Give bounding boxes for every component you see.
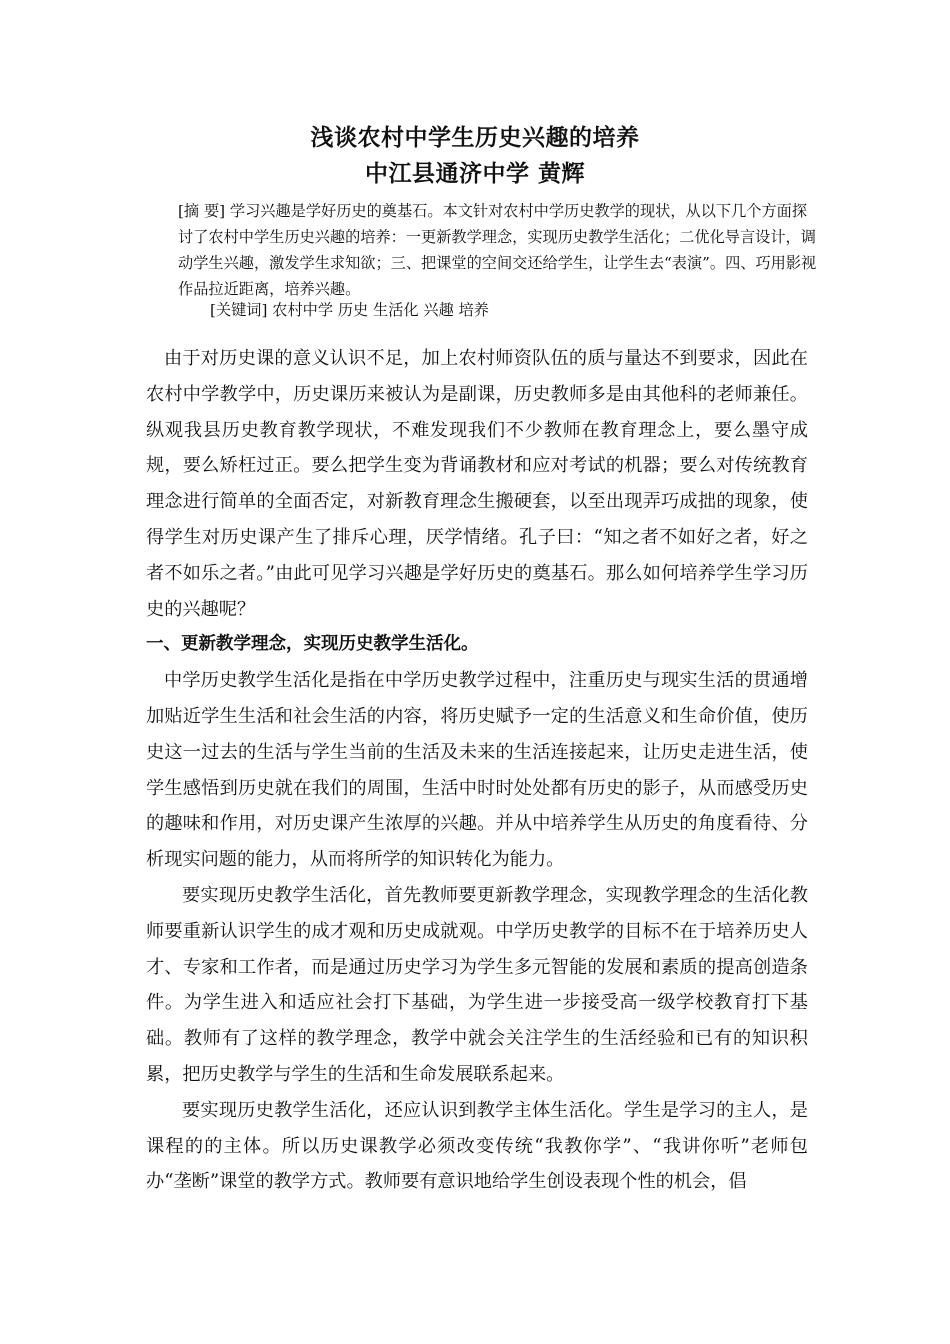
body-paragraph: 要实现历史教学生活化，还应认识到教学主体生活化。学生是学习的主人，是课程的的主体。所以历史课教学必须改变传统“我教你学”、“我讲你听”老师包办“垄断”课堂的教学方式。教师要有意识地给学生创设表现个性的机会，倡 (146, 1099, 808, 1193)
abstract-block (178, 198, 818, 302)
abstract-text: 学习兴趣是学好历史的奠基石。本文针对农村中学历史教学的现状，从以下几个方面探讨了农村中学生历史兴趣的培养：一更新教学理念，实现历史教学生活化；二优化导言设计，调动学生兴趣，激发学生求知欲；三、把课堂的空间交还给学生，让学生去“表演”。四、巧用影视作品拉近距离，培养兴趣。 (178, 202, 817, 298)
body-paragraph: 要实现历史教学生活化，首先教师要更新教学理念，实现教学理念的生活化教师要重新认识学生的成才观和历史成就观。中学历史教学的目标不在于培养历史人才、专家和工作者，而是通过历史学习为学生多元智能的发展和素质的提高创造条件。为学生进入和适应社会打下基础，为学生进一步接受高一级学校教育打下基础。教师有了这样的教学理念，教学中就会关注学生的生活经验和已有的知识积累，把历史教学与学生的生活和生命发展联系起来。 (146, 884, 808, 1085)
author-line: 中江县通济中学 黄辉 (364, 160, 585, 187)
body-text (146, 341, 808, 1200)
keywords-text: 农村中学 历史 生活化 兴趣 培养 (272, 301, 489, 319)
keywords-line (210, 297, 810, 323)
document-title: 浅谈农村中学生历史兴趣的培养 (310, 124, 640, 151)
abstract-paragraph (178, 198, 818, 302)
body-paragraph: 中学历史教学生活化是指在中学历史教学过程中，注重历史与现实生活的贯通增加贴近学生生活和社会生活的内容，将历史赋予一定的生活意义和生命价值，使历史这一过去的生活与学生当前的生活及未来的生活连接起来，让历史走进生活，使学生感悟到历史就在我们的周围，生活中时时处处都有历史的影子，从而感受历史的趣味和作用，对历史课产生浓厚的兴趣。并从中培养学生从历史的角度看待、分析现实问题的能力，从而将所学的知识转化为能力。 (146, 670, 808, 871)
section-heading-1: 一、更新教学理念，实现历史教学生活化。 (146, 634, 479, 655)
keywords-label: [关键词] (210, 301, 268, 319)
body-paragraph-intro: 由于对历史课的意义认识不足，加上农村师资队伍的质与量达不到要求，因此在农村中学教学中，历史课历来被认为是副课，历史教师多是由其他科的老师兼任。纵观我县历史教育教学现状，不难发现我们不少教师在教育理念上，要么墨守成规，要么矫枉过正。要么把学生变为背诵教材和应对考试的机器；要么对传统教育理念进行简单的全面否定，对新教育理念生搬硬套，以至出现弄巧成拙的现象，使得学生对历史课产生了排斥心理，厌学情绪。孔子曰：“知之者不如好之者，好之者不如乐之者。”由此可见学习兴趣是学好历史的奠基石。那么如何培养学生学习历史的兴趣呢？ (146, 348, 808, 620)
abstract-label: [摘 要] (178, 202, 226, 220)
